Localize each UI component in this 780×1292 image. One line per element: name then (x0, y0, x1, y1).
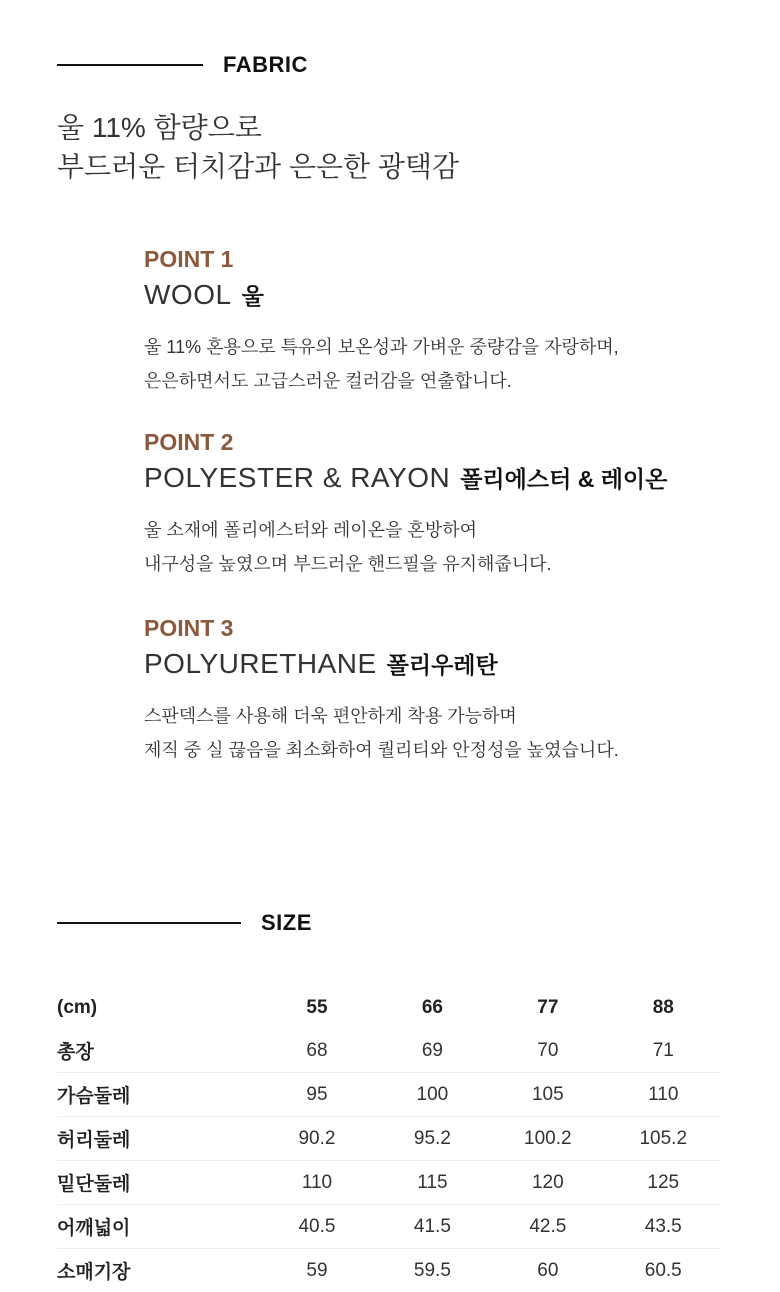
size-table (57, 986, 721, 1292)
size-column-header: 88 (606, 986, 721, 1029)
point-name (144, 275, 744, 316)
size-value: 95 (259, 1073, 374, 1117)
point-name-ko: 폴리에스터 & 레이온 (460, 466, 667, 492)
point-desc-line: 스판덱스를 사용해 더욱 편안하게 착용 가능하며 (144, 699, 744, 733)
size-value: 60 (490, 1249, 605, 1292)
point-title: POINT 1 (144, 245, 744, 273)
table-row (57, 1161, 721, 1205)
size-value: 90.2 (259, 1117, 374, 1161)
point-name (144, 644, 744, 685)
unit-label: (cm) (57, 986, 259, 1029)
size-value: 125 (606, 1161, 721, 1205)
point-desc-line: 내구성을 높였으며 부드러운 핸드필을 유지해줍니다. (144, 547, 744, 581)
size-value: 115 (375, 1161, 490, 1205)
point-name-en: POLYESTER & RAYON (144, 462, 450, 493)
point-description (144, 513, 744, 581)
table-row (57, 1117, 721, 1161)
size-value: 105 (490, 1073, 605, 1117)
size-value: 40.5 (259, 1205, 374, 1249)
row-label: 가슴둘레 (57, 1073, 259, 1117)
table-row (57, 1205, 721, 1249)
fabric-point-1 (144, 245, 744, 398)
point-desc-line: 제직 중 실 끊음을 최소화하여 퀄리티와 안정성을 높였습니다. (144, 733, 744, 767)
header-rule (57, 922, 241, 924)
fabric-section-header (57, 52, 308, 78)
table-row (57, 1073, 721, 1117)
size-value: 71 (606, 1029, 721, 1073)
fabric-headline (57, 108, 459, 186)
point-name (144, 458, 744, 499)
table-row (57, 1249, 721, 1292)
size-value: 70 (490, 1029, 605, 1073)
row-label: 밑단둘레 (57, 1161, 259, 1205)
size-value: 105.2 (606, 1117, 721, 1161)
point-description (144, 330, 744, 398)
point-name-ko: 폴리우레탄 (387, 652, 498, 678)
size-value: 60.5 (606, 1249, 721, 1292)
size-value: 68 (259, 1029, 374, 1073)
size-column-header: 77 (490, 986, 605, 1029)
point-name-en: WOOL (144, 279, 232, 310)
size-value: 110 (259, 1161, 374, 1205)
size-value: 110 (606, 1073, 721, 1117)
point-desc-line: 울 11% 혼용으로 특유의 보온성과 가벼운 중량감을 자랑하며, (144, 330, 744, 364)
size-value: 41.5 (375, 1205, 490, 1249)
fabric-heading: FABRIC (223, 52, 308, 78)
row-label: 어깨넓이 (57, 1205, 259, 1249)
size-value: 95.2 (375, 1117, 490, 1161)
size-column-header: 66 (375, 986, 490, 1029)
size-column-header: 55 (259, 986, 374, 1029)
point-description (144, 699, 744, 767)
point-desc-line: 울 소재에 폴리에스터와 레이온을 혼방하여 (144, 513, 744, 547)
headline-line-2: 부드러운 터치감과 은은한 광택감 (57, 147, 459, 186)
size-section-header (57, 910, 312, 936)
size-table-header-row (57, 986, 721, 1029)
size-heading: SIZE (261, 910, 312, 936)
fabric-point-3 (144, 614, 744, 767)
point-title: POINT 2 (144, 428, 744, 456)
row-label: 총장 (57, 1029, 259, 1073)
row-label: 소매기장 (57, 1249, 259, 1292)
fabric-point-2 (144, 428, 744, 581)
size-value: 69 (375, 1029, 490, 1073)
point-name-en: POLYURETHANE (144, 648, 377, 679)
size-value: 59.5 (375, 1249, 490, 1292)
size-value: 59 (259, 1249, 374, 1292)
headline-line-1: 울 11% 함량으로 (57, 108, 459, 147)
header-rule (57, 64, 203, 66)
row-label: 허리둘레 (57, 1117, 259, 1161)
size-value: 43.5 (606, 1205, 721, 1249)
table-row (57, 1029, 721, 1073)
point-title: POINT 3 (144, 614, 744, 642)
size-value: 100 (375, 1073, 490, 1117)
size-value: 42.5 (490, 1205, 605, 1249)
size-value: 120 (490, 1161, 605, 1205)
size-value: 100.2 (490, 1117, 605, 1161)
point-name-ko: 울 (242, 283, 264, 309)
point-desc-line: 은은하면서도 고급스러운 컬러감을 연출합니다. (144, 364, 744, 398)
